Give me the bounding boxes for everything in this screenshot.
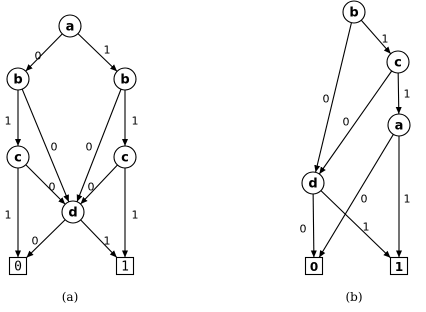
diagram-b-node-label-b: b — [349, 5, 359, 21]
diagram-a-node-c2 — [114, 146, 136, 168]
diagram-b-node-label-d: d — [308, 176, 318, 192]
diagram-a-node-label-b1: b — [13, 72, 23, 88]
diagram-b-node-d — [302, 172, 324, 194]
diagram-b-nodes — [299, 1, 410, 275]
diagram-a-node-b2 — [114, 68, 136, 90]
diagram-b-edge-label-d-to-t0: 0 — [299, 222, 307, 236]
diagram-b-node-t1 — [391, 258, 408, 275]
diagram-a-edge-a1-to-b1 — [26, 34, 63, 71]
diagram-a-edge-label-a1-to-b1: 0 — [34, 49, 42, 63]
diagram-a-edge-label-b1-to-c1: 1 — [4, 114, 12, 128]
diagram-a-node-label-b2: b — [120, 72, 130, 88]
diagram-a-edge-label-b2-to-c2: 1 — [131, 114, 139, 128]
diagram-a-node-a1 — [59, 15, 81, 37]
diagram-a-node-b1 — [7, 68, 29, 90]
diagram-b-node-label-c: c — [394, 55, 402, 71]
diagram-a-edge-label-d1-to-t0: 0 — [31, 234, 39, 248]
diagram-a-nodes — [4, 15, 136, 275]
diagram-a-edge-label-b2-to-d1: 0 — [85, 140, 93, 154]
diagram-a-edge-label-b1-to-d1: 0 — [50, 140, 58, 154]
diagram-b-edge-label-a-to-t1: 1 — [403, 192, 411, 206]
diagram-b-edge-label-c-to-a: 1 — [403, 87, 411, 101]
diagram-b-edge-label-d-to-t1: 1 — [362, 220, 370, 234]
diagram-b-edge-label-b-to-d: 0 — [322, 92, 330, 106]
diagram-b-edge-label-c-to-d: 0 — [342, 115, 350, 129]
diagram-b-node-c — [387, 51, 409, 73]
diagram-b-node-a — [388, 114, 410, 136]
diagram-a-node-d1 — [62, 201, 84, 223]
diagram-b-edge-d-to-t0 — [313, 194, 314, 258]
diagram-b-edge-c-to-a — [398, 73, 399, 114]
diagram-b-edge-b-to-d — [316, 23, 352, 173]
diagram-a-node-label-t1: 1 — [121, 259, 129, 275]
diagram-a-node-t1 — [117, 258, 134, 275]
diagram-a-edge-label-a1-to-b2: 1 — [103, 43, 111, 57]
diagram-a-edge-label-c2-to-t1: 1 — [131, 208, 139, 222]
diagram-a-edge-label-c1-to-t0: 1 — [4, 208, 12, 222]
diagram-b-node-label-t0: 0 — [309, 260, 319, 274]
diagram-a-node-label-c2: c — [121, 150, 129, 166]
diagram-a-node-label-t0: 0 — [14, 259, 22, 275]
diagram-a-node-c1 — [7, 146, 29, 168]
diagram-a-edge-a1-to-b2 — [78, 34, 117, 72]
diagram-a-edge-label-c1-to-d1: 0 — [48, 180, 56, 194]
diagram-a-edge-c1-to-d1 — [26, 165, 65, 204]
diagram-a-edge-c2-to-d1 — [81, 165, 118, 204]
diagram-a-node-label-a1: a — [65, 19, 75, 35]
diagram-a-edges — [5, 34, 139, 258]
diagram-b-node-t0 — [306, 258, 323, 275]
diagram-b-edge-label-a-to-t0: 0 — [360, 192, 368, 206]
caption-a: (a) — [61, 290, 79, 304]
diagram-a-edge-label-d1-to-t1: 1 — [103, 234, 111, 248]
diagram-b-edge-c-to-d — [319, 71, 391, 174]
diagram-a-node-label-d1: d — [68, 205, 78, 221]
diagram-b-edge-d-to-t1 — [321, 191, 391, 258]
diagram-a-edge-d1-to-t1 — [81, 220, 117, 258]
diagram-a-node-label-c1: c — [14, 150, 22, 166]
diagram-b-node-label-t1: 1 — [394, 260, 404, 274]
diagram-a-edge-label-c2-to-d1: 0 — [87, 180, 95, 194]
diagram-b-edge-label-b-to-c: 1 — [381, 32, 389, 46]
diagram-b-edge-a-to-t0 — [319, 134, 393, 257]
diagram-a-node-t0 — [10, 258, 27, 275]
diagram-b-node-b — [343, 1, 365, 23]
caption-b: (b) — [345, 290, 363, 304]
diagram-b-node-label-a: a — [394, 118, 404, 134]
